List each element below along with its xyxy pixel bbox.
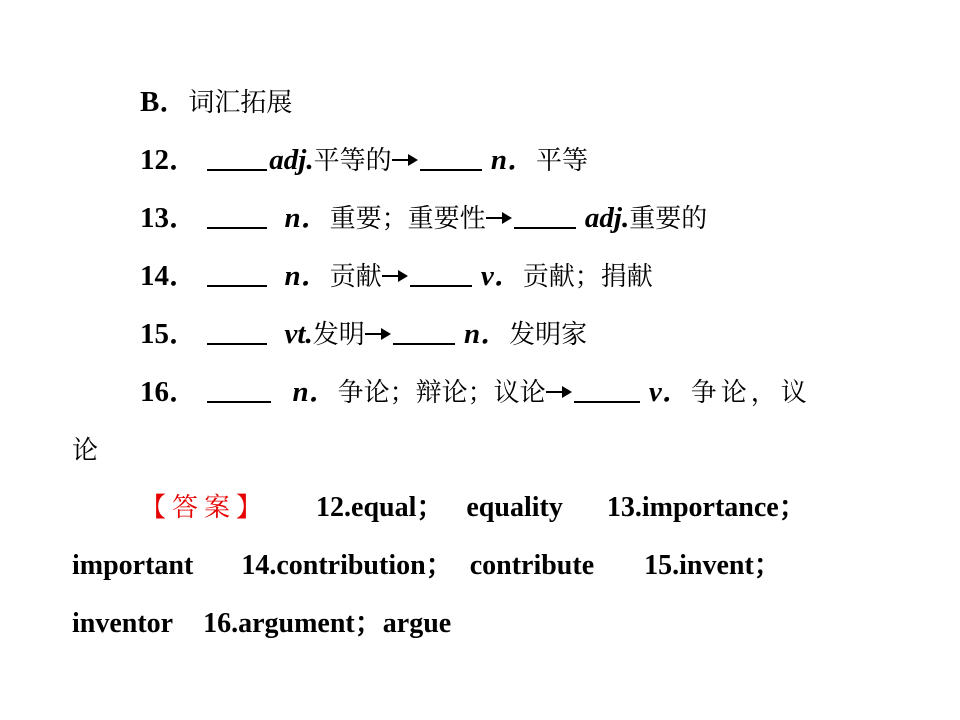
answer-blank[interactable] bbox=[393, 319, 455, 345]
meaning: 贡献 bbox=[329, 262, 382, 292]
answer-blank[interactable] bbox=[207, 261, 267, 287]
answer-15: 15.invent； bbox=[644, 550, 782, 581]
answer-line-3 bbox=[72, 604, 451, 644]
answer-13: 13.importance； bbox=[606, 492, 807, 523]
part-of-speech: v． bbox=[648, 376, 691, 408]
answer-16: 16.argument； bbox=[203, 608, 383, 639]
answer-blank[interactable] bbox=[207, 377, 271, 403]
arrow-icon bbox=[546, 382, 572, 402]
meaning: 贡献；捐献 bbox=[522, 262, 653, 292]
answer-blank[interactable] bbox=[207, 145, 267, 171]
answer-blank[interactable] bbox=[207, 319, 267, 345]
answer-13b: important bbox=[72, 550, 194, 581]
answer-12: 12.equal； bbox=[316, 492, 445, 523]
exercise-item-16-continued bbox=[72, 430, 98, 471]
arrow-icon bbox=[365, 324, 391, 344]
exercise-item-15 bbox=[140, 314, 587, 355]
part-of-speech: vt. bbox=[284, 318, 313, 350]
answer-line-1 bbox=[140, 488, 807, 528]
answer-14: 14.contribution； bbox=[241, 550, 454, 581]
item-number: 13． bbox=[140, 202, 199, 234]
answer-12b: equality bbox=[466, 492, 563, 523]
answer-14b: contribute bbox=[469, 550, 595, 581]
meaning-continued: 论 bbox=[72, 436, 99, 466]
answer-blank[interactable] bbox=[574, 377, 640, 403]
part-of-speech: adj. bbox=[269, 144, 314, 176]
meaning: 争论；辩论；议论 bbox=[337, 378, 546, 408]
part-of-speech: n． bbox=[284, 202, 330, 234]
item-number: 16． bbox=[140, 376, 199, 408]
answer-line-2 bbox=[72, 546, 782, 586]
meaning: 发明 bbox=[312, 320, 365, 350]
arrow-icon bbox=[392, 150, 418, 170]
part-of-speech: n． bbox=[463, 318, 510, 350]
answer-label: 【答案】 bbox=[140, 493, 269, 523]
meaning: 发明家 bbox=[509, 320, 588, 350]
part-of-speech: n． bbox=[284, 260, 330, 292]
exercise-item-14 bbox=[140, 256, 653, 297]
arrow-icon bbox=[382, 266, 408, 286]
part-of-speech: n． bbox=[490, 144, 536, 176]
part-of-speech: n． bbox=[292, 376, 338, 408]
meaning: 平等 bbox=[535, 146, 588, 176]
meaning: 争论，议 bbox=[690, 378, 811, 408]
section-title: 词汇拓展 bbox=[188, 88, 293, 118]
section-letter: B． bbox=[140, 86, 189, 118]
item-number: 12． bbox=[140, 144, 199, 176]
meaning: 平等的 bbox=[313, 146, 392, 176]
answer-blank[interactable] bbox=[420, 145, 482, 171]
answer-blank[interactable] bbox=[514, 203, 576, 229]
part-of-speech: v． bbox=[480, 260, 523, 292]
exercise-item-16 bbox=[140, 372, 811, 413]
item-number: 14． bbox=[140, 260, 199, 292]
answer-blank[interactable] bbox=[207, 203, 267, 229]
arrow-icon bbox=[486, 208, 512, 228]
exercise-item-12 bbox=[140, 140, 588, 181]
answer-blank[interactable] bbox=[410, 261, 472, 287]
answer-16b: argue bbox=[382, 608, 452, 639]
meaning: 重要；重要性 bbox=[329, 204, 486, 234]
item-number: 15． bbox=[140, 318, 199, 350]
part-of-speech: adj. bbox=[584, 202, 630, 234]
meaning: 重要的 bbox=[629, 204, 708, 234]
answer-15b: inventor bbox=[72, 608, 174, 639]
section-heading bbox=[140, 82, 292, 123]
exercise-item-13 bbox=[140, 198, 707, 239]
